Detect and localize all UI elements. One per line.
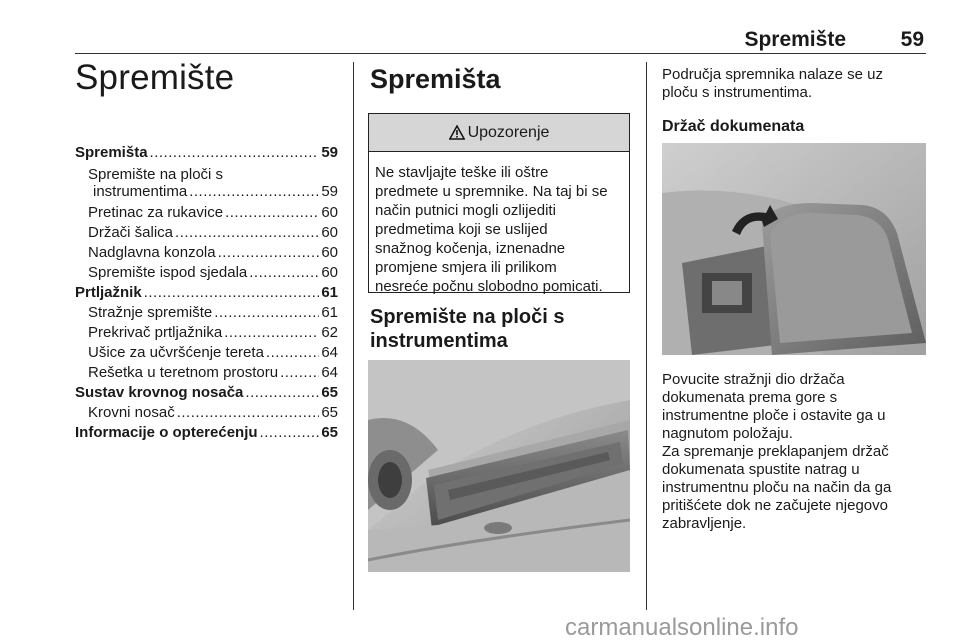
toc-leader <box>224 324 319 341</box>
toc-entry[interactable] <box>75 344 338 364</box>
toc-leader <box>260 424 320 441</box>
toc-entry-page: 65 <box>321 424 338 441</box>
toc-entry-title: Prtljažnik <box>75 284 142 301</box>
toc-leader <box>175 224 319 241</box>
toc-entry-page: 60 <box>321 224 338 241</box>
chapter-title: Spremište <box>75 58 235 97</box>
toc-entry-page: 65 <box>321 384 338 401</box>
instruction-paragraph-close: Za spremanje preklapanjem držač dokumenata spustite natrag u instrumentnu ploču na način da ga pritišćete dok ne začujete njegovo zabravljenje. <box>662 443 892 532</box>
toc-entry-title: Sustav krovnog nosača <box>75 384 244 401</box>
toc-entry[interactable] <box>75 144 338 164</box>
toc-entry-title: Spremišta <box>75 144 148 161</box>
toc-leader <box>177 404 320 421</box>
toc-entry-title: Nadglavna konzola <box>88 244 216 261</box>
toc-leader <box>280 364 319 381</box>
page-number: 59 <box>900 28 924 51</box>
toc-entry-title: Pretinac za rukavice <box>88 204 224 221</box>
toc-entry-title: Spremište ispod sjedala <box>88 264 248 281</box>
toc-entry-title: Informacije o opterećenju <box>75 424 258 441</box>
document-holder-illustration <box>662 143 926 355</box>
section-title: Spremišta <box>370 64 501 94</box>
toc-leader <box>218 244 320 261</box>
toc-leader <box>249 264 319 281</box>
toc-entry-page: 59 <box>321 183 338 200</box>
toc-entry[interactable] <box>75 204 338 224</box>
toc-leader <box>266 344 319 361</box>
toc-entry-title: instrumentima <box>93 183 188 200</box>
toc-entry[interactable] <box>75 244 338 264</box>
toc-entry[interactable] <box>75 324 338 344</box>
toc-entry[interactable] <box>75 424 338 444</box>
warning-line: predmetima koji se uslijed <box>375 221 548 238</box>
subsection-title: Spremište na ploči s instrumentima <box>370 306 565 352</box>
toc-entry-page: 60 <box>321 204 338 221</box>
document-holder-heading: Držač dokumenata <box>662 118 805 135</box>
toc-entry-title: Rešetka u teretnom prostoru <box>88 364 279 381</box>
toc-entry-page: 64 <box>321 364 338 381</box>
toc-entry[interactable] <box>75 364 338 384</box>
warning-label: Upozorenje <box>467 123 550 141</box>
column-divider-left <box>353 62 354 610</box>
toc-entry[interactable] <box>75 183 338 203</box>
warning-line: način putnici mogli ozlijediti <box>375 202 556 219</box>
toc-entry-page: 60 <box>321 264 338 281</box>
toc-entry-title: Držači šalica <box>88 224 174 241</box>
toc-entry-title: Stražnje spremište <box>88 304 213 321</box>
toc-entry-title: Prekrivač prtljažnika <box>88 324 223 341</box>
toc-entry-title: Ušice za učvršćenje tereta <box>88 344 264 361</box>
warning-icon <box>449 125 465 140</box>
toc-entry[interactable] <box>75 304 338 324</box>
toc-entry-page: 60 <box>321 244 338 261</box>
toc-entry[interactable] <box>75 166 338 183</box>
toc-leader <box>225 204 319 221</box>
toc-leader <box>189 183 319 200</box>
header-rule <box>75 53 926 54</box>
toc-entry[interactable] <box>75 284 338 304</box>
toc-entry[interactable] <box>75 224 338 244</box>
toc-entry[interactable] <box>75 404 338 424</box>
toc-leader <box>144 284 320 301</box>
toc-entry-page: 61 <box>321 284 338 301</box>
warning-line: snažnog kočenja, iznenadne <box>375 240 566 257</box>
warning-text <box>369 152 629 296</box>
warning-line: predmete u spremnike. Na taj bi se <box>375 183 608 200</box>
warning-box <box>368 113 630 293</box>
warning-line: promjene smjera ili prilikom <box>375 259 557 276</box>
dashboard-storage-illustration <box>368 360 630 572</box>
watermark: carmanualsonline.info <box>565 614 799 641</box>
warning-header <box>369 114 629 152</box>
toc-entry[interactable] <box>75 384 338 404</box>
warning-line: nesreće počnu slobodno pomicati. <box>375 278 603 295</box>
intro-paragraph: Područja spremnika nalaze se uz ploču s instrumentima. <box>662 66 883 101</box>
toc-entry-page: 64 <box>321 344 338 361</box>
toc-entry-page: 62 <box>321 324 338 341</box>
column-divider-right <box>646 62 647 610</box>
toc-entry-title: Spremište na ploči s <box>88 166 224 183</box>
toc-entry-page: 65 <box>321 404 338 421</box>
toc-entry-title: Krovni nosač <box>88 404 175 421</box>
toc-entry[interactable] <box>75 264 338 284</box>
toc-entry-page: 61 <box>321 304 338 321</box>
running-header-title: Spremište <box>744 28 846 51</box>
table-of-contents <box>75 144 338 444</box>
toc-leader <box>245 384 319 401</box>
toc-leader <box>214 304 319 321</box>
warning-line: Ne stavljajte teške ili oštre <box>375 164 549 181</box>
toc-leader <box>150 144 320 161</box>
instruction-paragraph-open: Povucite stražnji dio držača dokumenata prema gore s instrumentne ploče i ostavite ga u nagnutom položaju. <box>662 371 886 442</box>
toc-entry-page: 59 <box>321 144 338 161</box>
